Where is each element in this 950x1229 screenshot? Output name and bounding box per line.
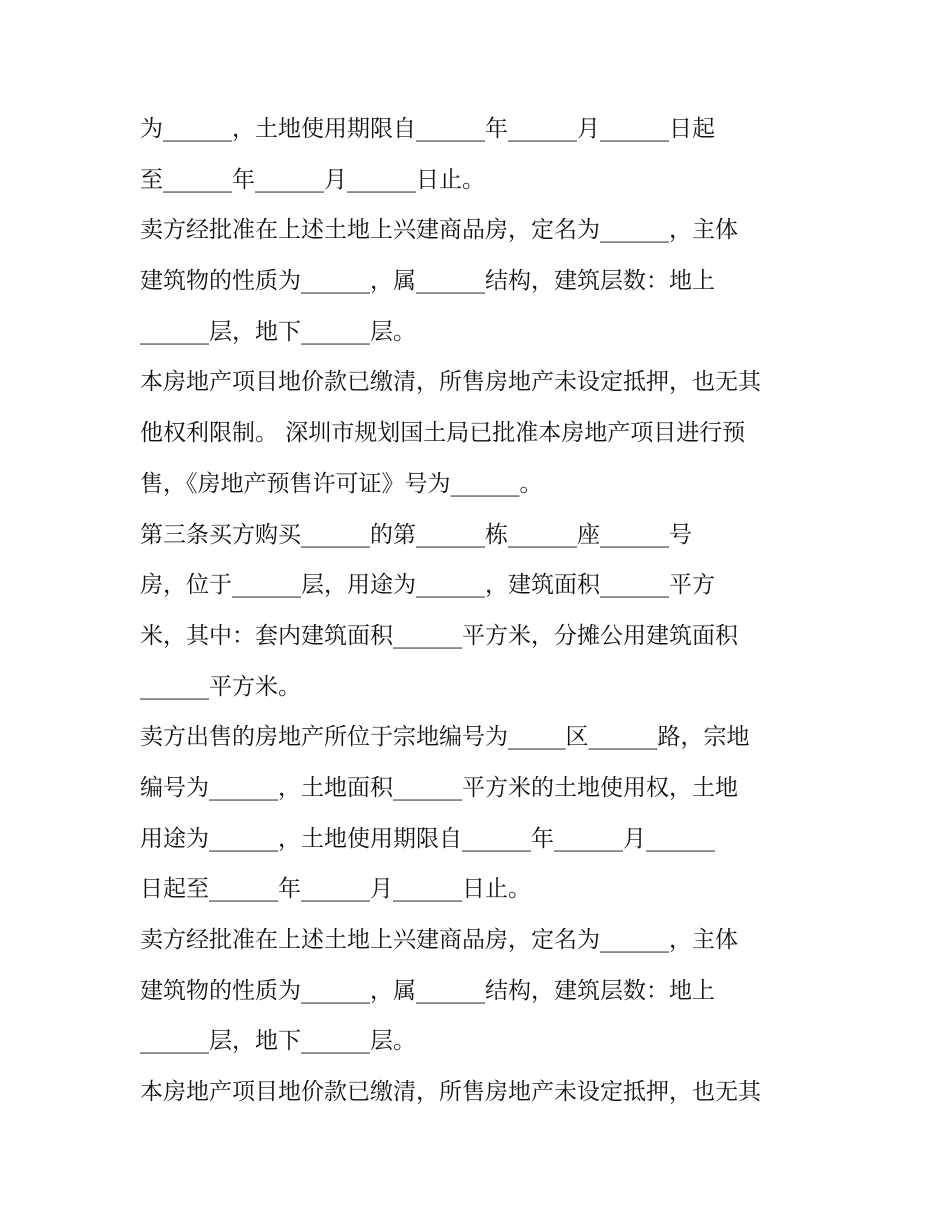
text-line: 建筑物的性质为______，属______结构，建筑层数：地上 [140, 268, 715, 295]
text-line: 售，《房地产预售许可证》号为______。 [140, 470, 543, 497]
text-line: 日起至______年______月______日止。 [140, 876, 531, 903]
text-line: 第三条买方购买______的第______栋______座______号 [140, 521, 692, 548]
text-line: 卖方经批准在上述土地上兴建商品房，定名为______，主体 [140, 927, 738, 953]
text-line: 卖方出售的房地产所位于宗地编号为_____区______路，宗地 [140, 724, 750, 751]
text-line: 本房地产项目地价款已缴清，所售房地产未设定抵押，也无其 [140, 1079, 761, 1106]
contract-text [140, 104, 830, 1118]
text-line: 编号为______，土地面积______平方米的土地使用权，土地 [140, 774, 738, 801]
text-line: 为______，土地使用期限自______年______月______日起 [140, 116, 715, 142]
text-line: 本房地产项目地价款已缴清，所售房地产未设定抵押，也无其 [140, 369, 761, 396]
text-line: 卖方经批准在上述土地上兴建商品房，定名为______，主体 [140, 217, 738, 244]
text-line: ______层，地下______层。 [140, 318, 416, 345]
text-line: 用途为______，土地使用期限自______年______月______ [140, 825, 715, 852]
text-line: 至______年______月______日止。 [140, 166, 485, 193]
text-line: 建筑物的性质为______，属______结构，建筑层数：地上 [140, 977, 715, 1004]
text-line: 米，其中：套内建筑面积______平方米，分摊公用建筑面积 [140, 622, 738, 649]
text-line: 他权利限制。 深圳市规划国土局已批准本房地产项目进行预 [140, 420, 746, 447]
text-line: ______平方米。 [140, 673, 301, 700]
text-line: 房，位于______层，用途为______，建筑面积______平方 [140, 572, 715, 599]
text-line: ______层，地下______层。 [140, 1028, 416, 1055]
